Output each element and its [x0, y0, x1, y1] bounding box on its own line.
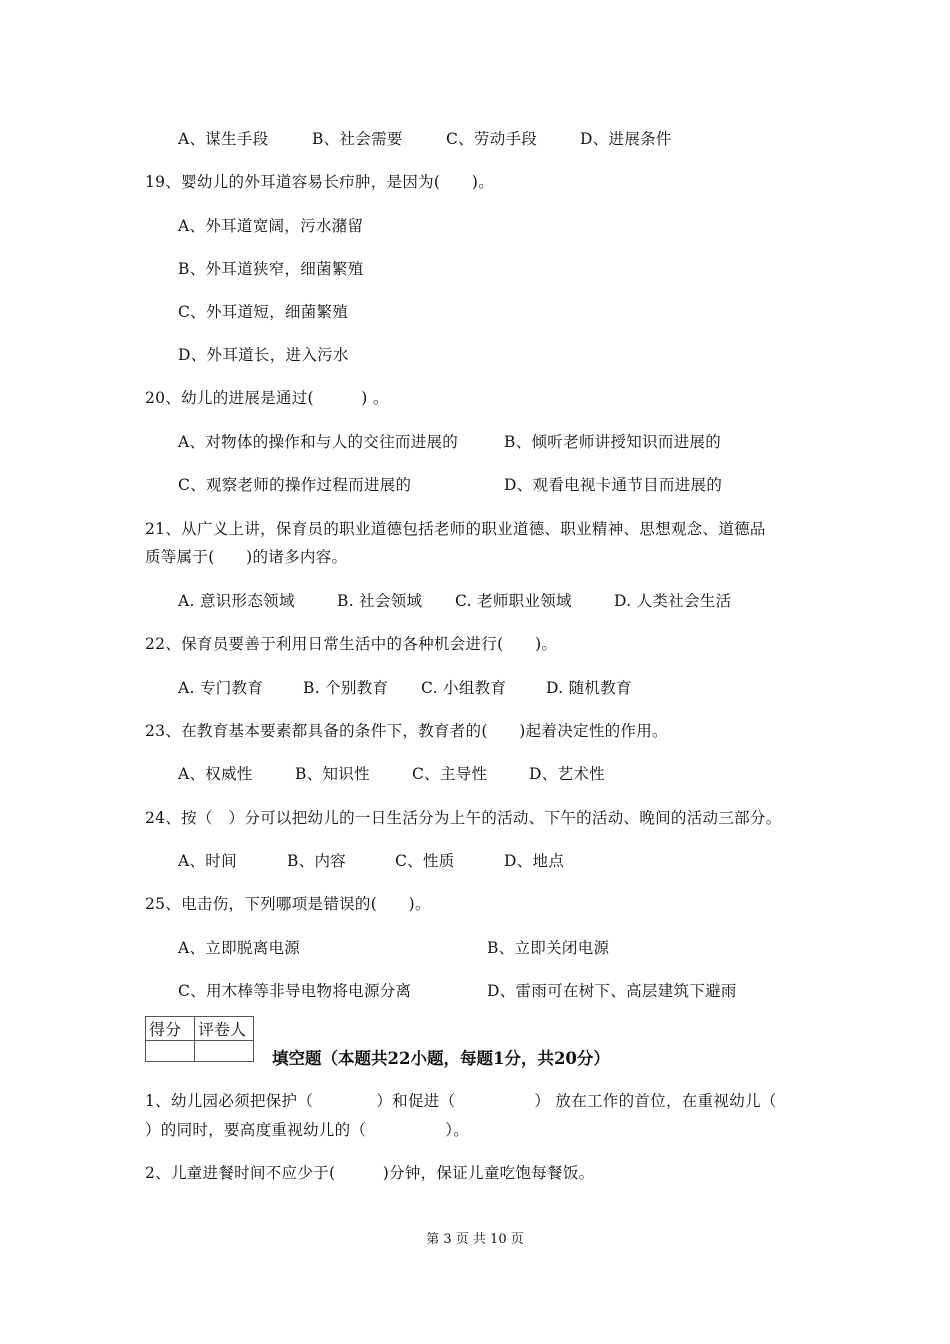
score-box: [145, 1016, 254, 1062]
score-label: 得分: [146, 1017, 195, 1041]
q24-stem: 24、按（ ）分可以把幼儿的一日生活分为上午的活动、下午的活动、晚间的活动三部分。: [145, 809, 782, 827]
fill2-stem: 2、儿童进餐时间不应少于( )分钟，保证儿童吃饱每餐饭。: [145, 1164, 595, 1182]
q24-option-a: A、时间: [178, 852, 237, 870]
q25-stem: 25、电击伤，下列哪项是错误的( )。: [145, 895, 431, 913]
page-footer: 第 3 页 共 10 页: [426, 1232, 524, 1247]
q18-option-c: C、劳动手段: [446, 130, 538, 148]
q24-option-c: C、性质: [395, 852, 455, 870]
q24-option-d: D、地点: [504, 852, 565, 870]
section-title: 填空题（本题共22小题，每题1分，共20分）: [272, 1049, 610, 1068]
q23-stem: 23、在教育基本要素都具备的条件下，教育者的( )起着决定性的作用。: [145, 722, 668, 740]
q25-option-b: B、立即关闭电源: [487, 939, 610, 957]
fill1-line1: 1、幼儿园必须把保护（ ）和促进（ ） 放在工作的首位，在重视幼儿（: [145, 1092, 777, 1110]
q25-option-c: C、用木棒等非导电物将电源分离: [178, 982, 412, 1000]
q20-option-b: B、倾听老师讲授知识而进展的: [504, 433, 722, 451]
q21-option-c: C. 老师职业领域: [455, 592, 572, 610]
q21-option-d: D. 人类社会生活: [614, 592, 732, 610]
score-cell: [146, 1041, 195, 1062]
q23-option-a: A、权威性: [178, 765, 253, 783]
q20-option-d: D、观看电视卡通节目而进展的: [504, 476, 723, 494]
grader-label: 评卷人: [195, 1017, 254, 1041]
q19-option-c: C、外耳道短，细菌繁殖: [178, 303, 349, 321]
q23-option-d: D、艺术性: [529, 765, 605, 783]
q20-option-c: C、观察老师的操作过程而进展的: [178, 476, 412, 494]
q22-option-b: B. 个别教育: [303, 679, 389, 697]
q18-option-b: B、社会需要: [312, 130, 403, 148]
q25-option-a: A、立即脱离电源: [178, 939, 301, 957]
q19-option-a: A、外耳道宽阔，污水潴留: [178, 217, 364, 235]
q19-option-b: B、外耳道狭窄，细菌繁殖: [178, 260, 364, 278]
q21-option-b: B. 社会领域: [337, 592, 423, 610]
q19-stem: 19、婴幼儿的外耳道容易长疖肿，是因为( )。: [145, 173, 495, 191]
q22-stem: 22、保育员要善于利用日常生活中的各种机会进行( )。: [145, 635, 558, 653]
q20-option-a: A、对物体的操作和与人的交往而进展的: [178, 433, 459, 451]
q24-option-b: B、内容: [287, 852, 347, 870]
q22-option-c: C. 小组教育: [421, 679, 507, 697]
q25-option-d: D、雷雨可在树下、高层建筑下避雨: [487, 982, 737, 1000]
q23-option-b: B、知识性: [295, 765, 370, 783]
q20-stem: 20、幼儿的进展是通过( ) 。: [145, 389, 389, 407]
q21-stem-line1: 21、从广义上讲，保育员的职业道德包括老师的职业道德、职业精神、思想观念、道德品: [145, 520, 766, 538]
q18-option-a: A、谋生手段: [178, 130, 269, 148]
fill1-line2: ）的同时，要高度重视幼儿的（ ）。: [145, 1121, 470, 1139]
q23-option-c: C、主导性: [412, 765, 488, 783]
q21-stem-line2: 质等属于( )的诸多内容。: [145, 548, 348, 566]
grader-cell: [195, 1041, 254, 1062]
q18-option-d: D、进展条件: [580, 130, 672, 148]
q22-option-d: D. 随机教育: [546, 679, 632, 697]
q21-option-a: A. 意识形态领域: [178, 592, 295, 610]
q19-option-d: D、外耳道长，进入污水: [178, 346, 349, 364]
q22-option-a: A. 专门教育: [178, 679, 264, 697]
